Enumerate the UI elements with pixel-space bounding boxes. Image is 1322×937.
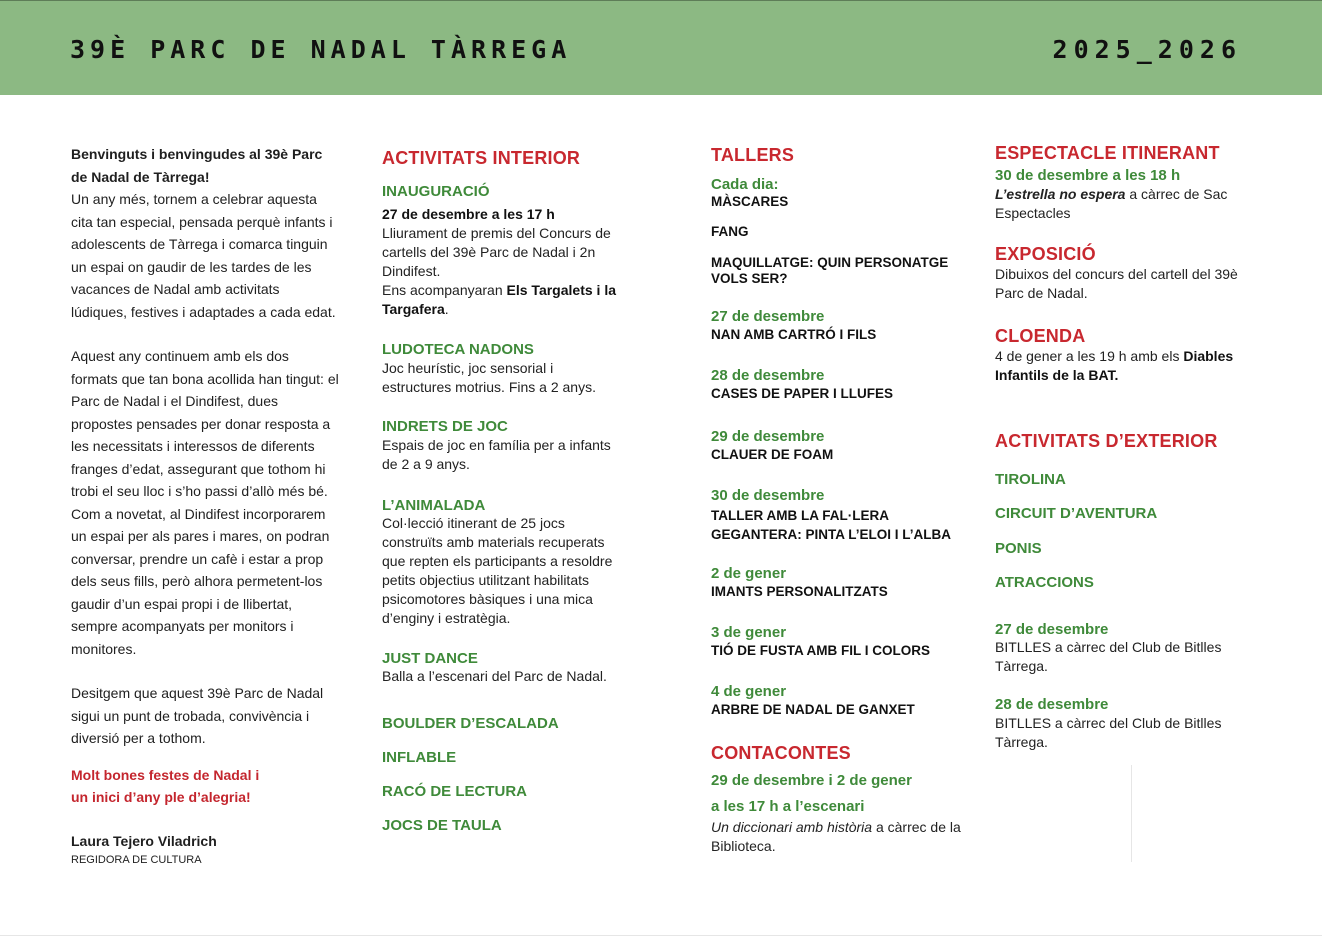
taller-date: 4 de gener: [711, 683, 787, 700]
espectacle-desc: a càrrec de Sac Espectacles: [995, 186, 1228, 221]
intro-paragraph-2: Aquest any continuem amb els dos formats que tan bona acollida han tingut: el Parc de Nadal i el Dindifest, dues propostes pensades per donar resposta a les necessitats i interessos de diferents franges d’edat, assegurant que tothom hi trobi el seu lloc i s’ho passi d’allò més bé.: [71, 348, 339, 499]
contacontes-date: 29 de desembre i 2 de gener: [711, 772, 912, 789]
taller-name: ARBRE DE NADAL DE GANXET: [711, 702, 915, 717]
inauguracio-guests: Els Targalets i la Targafera: [382, 282, 616, 317]
justdance-text: Balla a l’escenari del Parc de Nadal.: [382, 668, 607, 684]
exterior-item: ATRACCIONS: [995, 574, 1094, 591]
extra-activity: BOULDER D’ESCALADA: [382, 715, 559, 732]
cloenda-text: [995, 347, 1240, 385]
taller-daily-item: MÀSCARES: [711, 194, 789, 209]
intro-paragraph-4: Desitgem que aquest 39è Parc de Nadal sigui un punt de trobada, convivència i diversió per a tothom.: [71, 685, 324, 746]
taller-date: 30 de desembre: [711, 487, 825, 504]
intro-paragraph-3: Com a novetat, al Dindifest incorporarem un espai per als pares i mares, on podran conversar, prendre un cafè i estar a prop dels seus fills, però alhora permetent-los gaudir d’un espai propi i de llibertat, sempre acompanyats per monitors i monitores.: [71, 505, 330, 657]
cloenda-desc: 4 de gener a les 19 h amb els: [995, 348, 1184, 364]
taller-date: 27 de desembre: [711, 308, 825, 325]
bitlles-text: BITLLES a càrrec del Club de Bitlles Tàrrega.: [995, 639, 1222, 674]
intro-paragraph-1: Un any més, tornem a celebrar aquesta cita tan especial, pensada perquè infants i adolescents de Tàrrega i comarca tinguin un espai on gaudir de les tardes de les vacances de Nadal amb activitats lúdiques, festives i adaptades a cada edat.: [71, 191, 336, 320]
exposicio-text: Dibuixos del concurs del cartell del 39è Parc de Nadal.: [995, 266, 1238, 301]
espectacle-heading: ESPECTACLE ITINERANT: [995, 143, 1220, 163]
exterior-item: TIROLINA: [995, 471, 1066, 488]
taller-date: 3 de gener: [711, 624, 787, 641]
taller-date: 2 de gener: [711, 565, 787, 582]
taller-name: CASES DE PAPER I LLUFES: [711, 386, 894, 401]
inauguracio-text: Lliurament de premis del Concurs de cartells del 39è Parc de Nadal i 2n Dindifest.: [382, 225, 611, 279]
intro-greeting: Benvinguts i benvingudes al 39è Parc de Nadal de Tàrrega!: [71, 146, 323, 185]
inauguracio-end: .: [444, 301, 449, 317]
signature-role: REGIDORA DE CULTURA: [71, 854, 202, 866]
extra-activity: INFLABLE: [382, 749, 457, 766]
contacontes-title: Un diccionari amb història: [711, 819, 873, 835]
taller-date: 29 de desembre: [711, 428, 825, 445]
page-title: 39È PARC DE NADAL TÀRREGA: [70, 35, 572, 64]
animalada-title: L’ANIMALADA: [382, 497, 486, 514]
interior-heading: ACTIVITATS INTERIOR: [382, 148, 581, 168]
taller-date: 28 de desembre: [711, 367, 825, 384]
tallers-heading: TALLERS: [711, 145, 795, 165]
intro-column: [71, 143, 339, 868]
bitlles-date: 28 de desembre: [995, 696, 1109, 713]
inauguracio-block: [382, 205, 622, 319]
contacontes-time: a les 17 h a l’escenari: [711, 798, 865, 815]
signature-name: Laura Tejero Viladrich: [71, 832, 217, 849]
taller-daily-item: MAQUILLATGE: QUIN PERSONATGE VOLS SER?: [711, 255, 949, 286]
bitlles-text: BITLLES a càrrec del Club de Bitlles Tàrrega.: [995, 715, 1222, 750]
cloenda-guests: Diables Infantils de la BAT.: [995, 348, 1234, 383]
exterior-item: PONIS: [995, 540, 1042, 557]
extra-activity: RACÓ DE LECTURA: [382, 783, 527, 800]
espectacle-date: 30 de desembre a les 18 h: [995, 167, 1181, 184]
season-years: 2025_2026: [1052, 35, 1242, 64]
taller-name: NAN AMB CARTRÓ I FILS: [711, 327, 877, 342]
indrets-title: INDRETS DE JOC: [382, 418, 508, 435]
inauguracio-text2: Ens acompanyaran: [382, 282, 507, 298]
divider-line: [1131, 765, 1132, 862]
tallers-daily-label: Cada dia:: [711, 176, 779, 193]
cloenda-heading: CLOENDA: [995, 326, 1086, 346]
taller-name: IMANTS PERSONALITZATS: [711, 584, 888, 599]
bottom-border: [0, 935, 1322, 936]
intro-wish: Molt bones festes de Nadal i un inici d’any ple d’alegria!: [71, 766, 260, 805]
contacontes-desc: a càrrec de la Biblioteca.: [711, 819, 961, 854]
exposicio-heading: EXPOSICIÓ: [995, 244, 1096, 264]
espectacle-title: L’estrella no espera: [995, 186, 1126, 202]
extra-activity: JOCS DE TAULA: [382, 817, 502, 834]
bitlles-date: 27 de desembre: [995, 621, 1109, 638]
contacontes-text: [711, 818, 971, 856]
taller-name: TIÓ DE FUSTA AMB FIL I COLORS: [711, 643, 930, 658]
taller-daily-item: FANG: [711, 224, 749, 239]
header-banner: [0, 0, 1322, 95]
exterior-heading: ACTIVITATS D’EXTERIOR: [995, 431, 1218, 451]
exterior-item: CIRCUIT D’AVENTURA: [995, 505, 1158, 522]
espectacle-text: [995, 185, 1240, 223]
taller-name: TALLER AMB LA FAL·LERA GEGANTERA: PINTA L’ELOI I L’ALBA: [711, 508, 952, 542]
justdance-title: JUST DANCE: [382, 650, 478, 667]
indrets-text: Espais de joc en família per a infants de 2 a 9 anys.: [382, 437, 611, 472]
inauguracio-title: INAUGURACIÓ: [382, 183, 490, 200]
taller-name: CLAUER DE FOAM: [711, 447, 834, 462]
inauguracio-date: 27 de desembre a les 17 h: [382, 206, 555, 222]
ludoteca-title: LUDOTECA NADONS: [382, 341, 534, 358]
contacontes-heading: CONTACONTES: [711, 743, 851, 763]
animalada-text: Col·lecció itinerant de 25 jocs construïts amb materials recuperats que repten els participants a resoldre petits objectius utilitzant habilitats psicomotores bàsiques i una mica d’enginy i estratègia.: [382, 515, 613, 626]
ludoteca-text: Joc heurístic, joc sensorial i estructures motrius. Fins a 2 anys.: [382, 360, 596, 395]
